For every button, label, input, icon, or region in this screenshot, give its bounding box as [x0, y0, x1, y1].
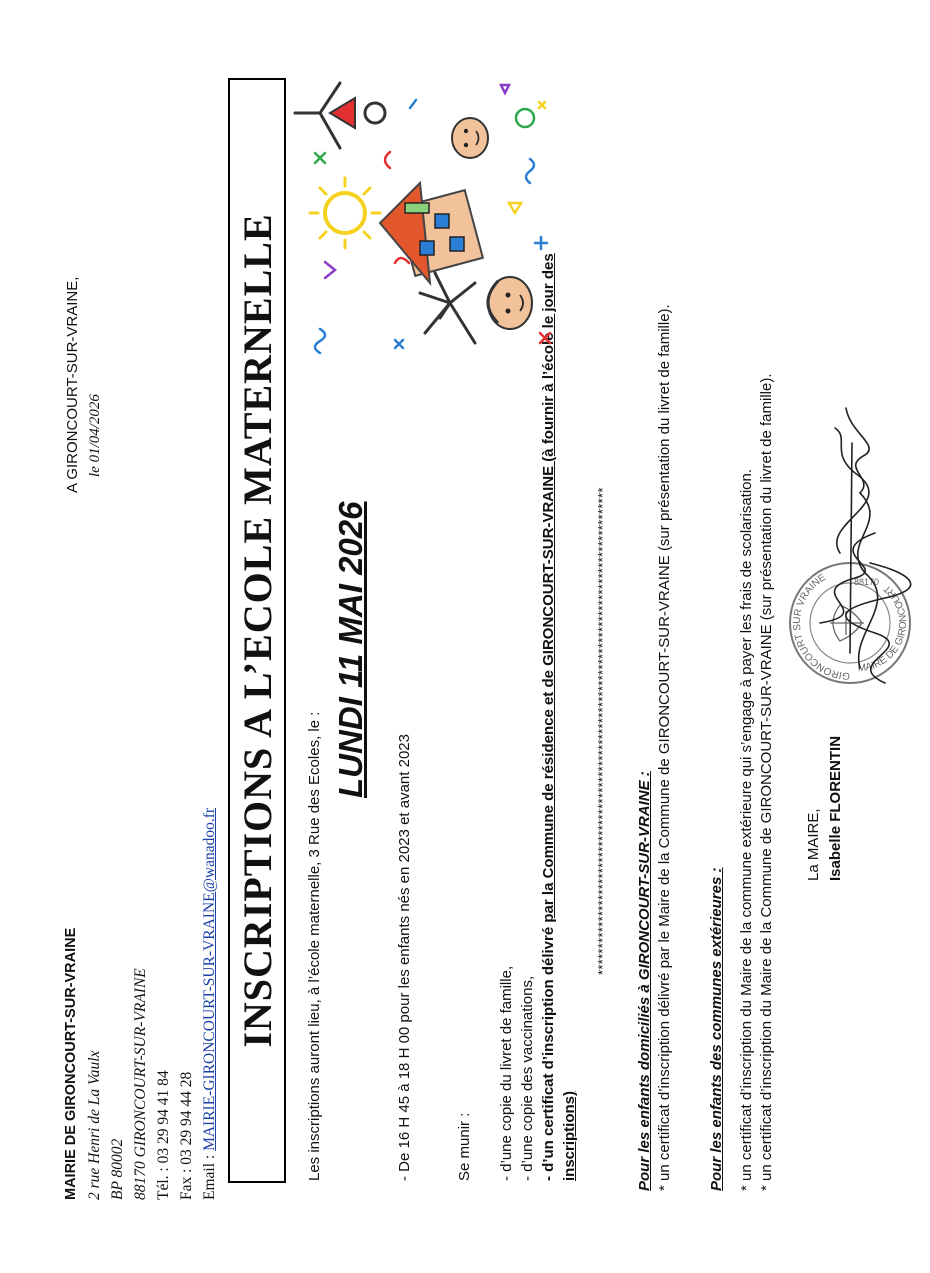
section-external [707, 373, 777, 1191]
sender-address-line-3: 88170 GIRONCOURT-SUR-VRAINE [132, 968, 149, 1200]
documents-item-2: - d’une copie des vaccinations, [519, 975, 536, 1181]
letter-date: le 01/04/2026 [87, 394, 103, 477]
place: A GIRONCOURT-SUR-VRAINE, [64, 276, 81, 493]
sender-fax: Fax : 03 29 94 44 28 [178, 1071, 195, 1200]
section-external-item-1: * un certificat d’inscription du Maire de la commune extérieure qui s’engage à payer les frais de scolarisation. [738, 468, 755, 1191]
sender-address-line-1: 2 rue Henri de La Vaulx [86, 1050, 103, 1200]
section-external-item-2: * un certificat d’inscription du Maire de la Commune de GIRONCOURT-SUR-VRAINE (sur présentation du livret de famille). [758, 373, 775, 1191]
section-residents-heading: Pour les enfants domiciliés à GIRONCOURT-SUR-VRAINE : [636, 771, 653, 1191]
sender-organisation: MAIRIE DE GIRONCOURT-SUR-VRAINE [63, 927, 79, 1200]
child-face-right-icon [452, 118, 488, 158]
handwritten-signature-icon [780, 393, 930, 693]
title-box [228, 78, 286, 1183]
documents-intro: Se munir : [456, 1112, 473, 1181]
email-link[interactable]: MAIRIE-GIRONCOURT-SUR-VRAINE@wanadoo.fr [201, 807, 218, 1151]
place-date-block [62, 277, 106, 493]
sender-address-block [60, 808, 221, 1200]
sender-address-line-2: BP 80002 [109, 1138, 126, 1200]
stamp-bottom-text: MAIRE DE GIRONCOURT [857, 582, 910, 675]
documents-item-3-underlined: par la Commune de résidence et de GIRONCOURT-SUR-VRAINE (à fournir à l’école le jour des [540, 253, 557, 923]
documents-item-3 [538, 253, 559, 1181]
documents-list [454, 253, 580, 1181]
registration-hours: - De 16 H 45 à 18 H 00 pour les enfants nés en 2023 et avant 2023 [396, 734, 413, 1181]
signature-block [803, 736, 847, 881]
section-residents-item: * un certificat d’inscription délivré par le Maire de la Commune de GIRONCOURT-SUR-VRAINE (sur présentation du livret de famille). [656, 304, 673, 1191]
signatory-role: La MAIRE, [805, 808, 822, 881]
documents-item-3-bold: - d’un certificat d’inscription délivré [540, 922, 557, 1181]
child-face-left-icon [488, 277, 532, 329]
section-residents [635, 304, 675, 1191]
registration-date: LUNDI 11 MAI 2026 [332, 501, 369, 798]
signatory-name: Isabelle FLORENTIN [827, 735, 844, 881]
sun-icon [310, 178, 380, 248]
stamp-top-text: GIRONCOURT SUR VRAINE [791, 572, 851, 682]
sender-phone: Tél. : 03 29 94 41 84 [155, 1070, 172, 1200]
documents-item-3-continued: inscriptions) [561, 1090, 578, 1181]
intro-text: Les inscriptions auront lieu, à l’école maternelle, 3 Rue des Ecoles, le : [306, 711, 323, 1181]
stick-figure-right-icon [295, 83, 385, 148]
stars-separator: ******************************************************************************************* [595, 487, 610, 975]
page-title: INSCRIPTIONS A L’ECOLE MATERNELLE [234, 213, 280, 1048]
stamp-code: 88170 [854, 577, 880, 587]
sender-email-line [198, 808, 221, 1200]
stick-figure-left-icon [420, 273, 475, 343]
childrens-drawing-illustration [300, 63, 560, 363]
house-icon [380, 183, 483, 283]
section-external-heading: Pour les enfants des communes extérieures : [708, 867, 725, 1191]
documents-item-1: - d’une copie du livret de famille, [498, 965, 515, 1181]
email-label: Email : [201, 1150, 218, 1200]
